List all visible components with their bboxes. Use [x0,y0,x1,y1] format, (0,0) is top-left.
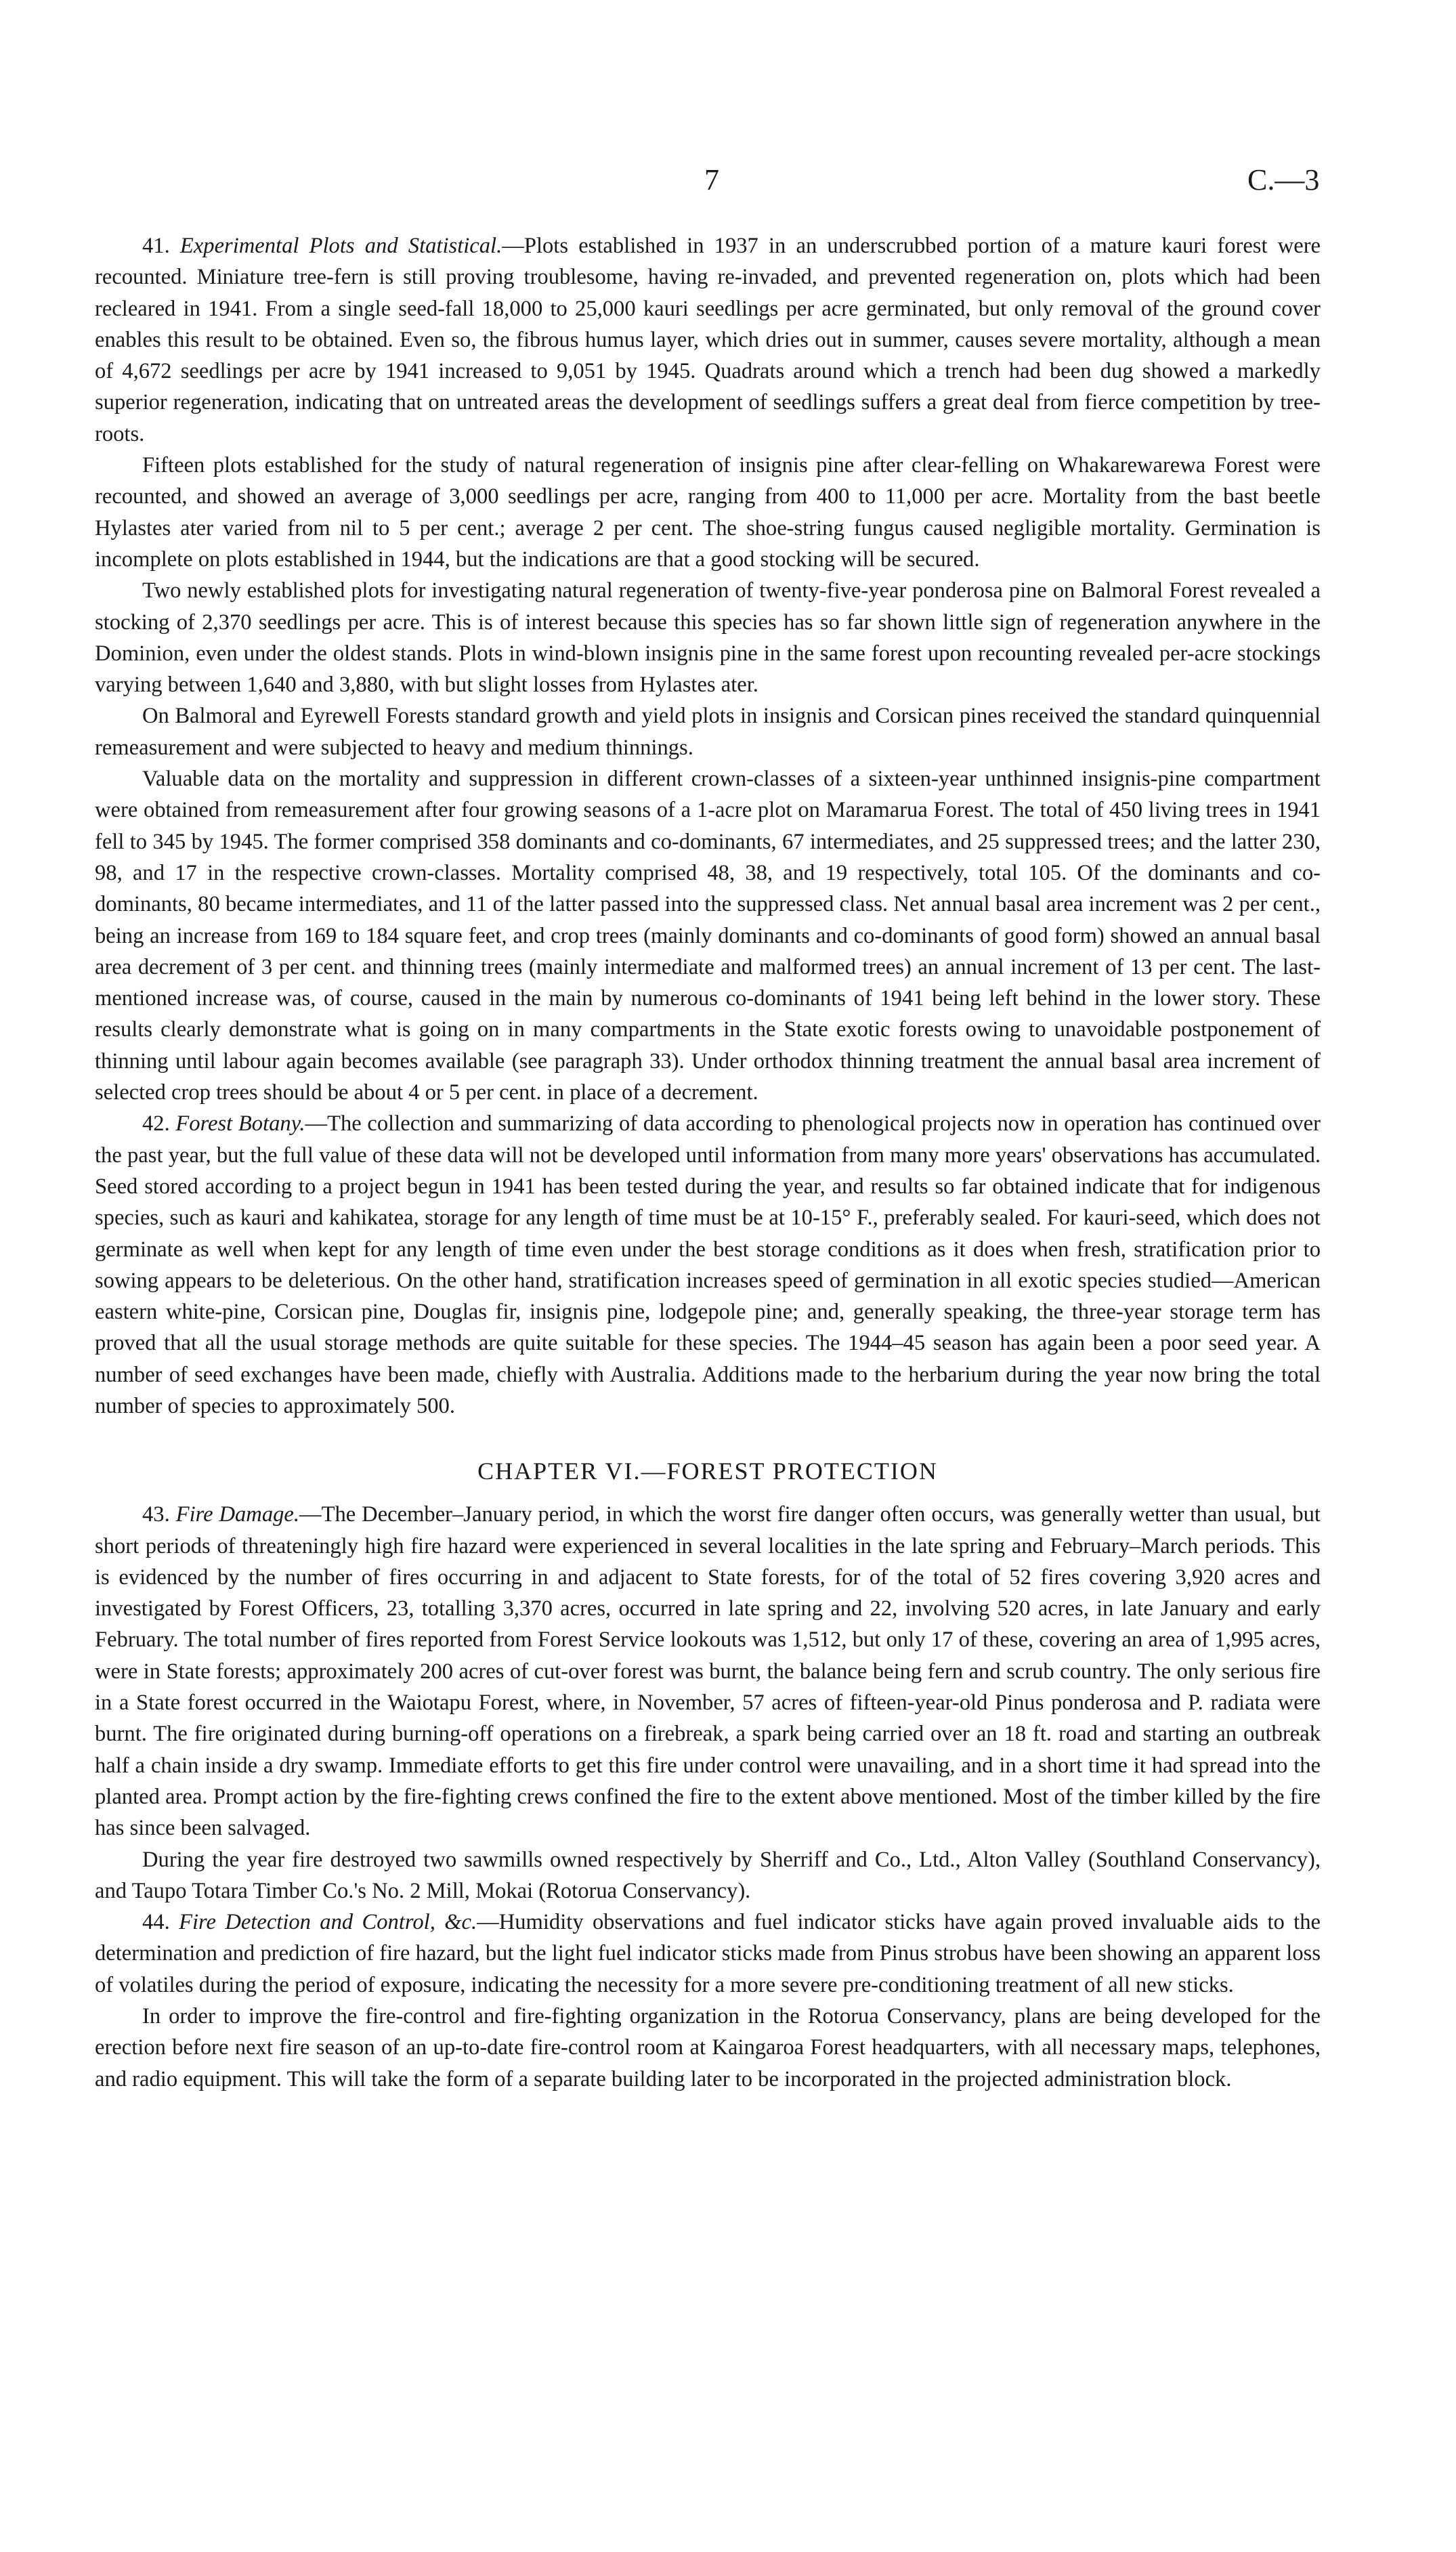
paragraph-number: 44. [142,1910,170,1935]
paragraph-heading: Fire Damage. [175,1502,300,1527]
paragraph-41-ponderosa: Two newly established plots for investigating natural regeneration of twenty-five-year ponderosa pine on Balmoral Forest revealed a stocking of 2,370 seedlings per acre. This is of interest because this species has so far shown little sign of regeneration anywhere in the Dominion, even under the oldest stands. Plots in wind-blown insignis pine in the same forest upon recounting revealed per-acre stockings varying between 1,640 and 3,880, with but slight losses from Hylastes ater. [95,578,1321,698]
paragraph-41-balmoral-eyrewell: On Balmoral and Eyrewell Forests standard growth and yield plots in insignis and Corsican pines received the standard quinquennial remeasurement and were subjected to heavy and medium thinnings. [95,704,1321,760]
paragraph-41-maramarua: Valuable data on the mortality and suppression in different crown-classes of a sixteen-year unthinned insignis-pine compartment were obtained from remeasurement after four growing seasons of a 1-acre plot on Maramarua Forest. The total of 450 living trees in 1941 fell to 345 by 1945. The former comprised 358 dominants and co-dominants, 67 intermediates, and 25 suppressed trees; and the latter 230, 98, and 17 in the respective crown-classes. Mortality comprised 48, 38, and 19 respectively, total 105. Of the dominants and co-dominants, 80 became intermediates, and 11 of the latter passed into the suppressed class. Net annual basal area increment was 2 per cent., being an increase from 169 to 184 square feet, and crop trees (mainly dominants and co-dominants of good form) showed an annual basal area decrement of 3 per cent. and thinning trees (mainly intermediate and malformed trees) an annual increment of 13 per cent. The last-mentioned increase was, of course, caused in the main by numerous co-dominants of 1941 being left behind in the lower story. These results clearly demonstrate what is going on in many compartments in the State exotic forests owing to unavoidable postponement of thinning until labour again becomes available (see paragraph 33). Under orthodox thinning treatment the annual basal area increment of selected crop trees should be about 4 or 5 per cent. in place of a decrement. [95,767,1321,1105]
paragraph-text: —Plots established in 1937 in an underscrubbed portion of a mature kauri forest were recounted. Miniature tree-fern is still proving troublesome, having re-invaded, and prevented regeneration on, plots which had been recleared in 1941. From a single seed-fall 18,000 to 25,000 kauri seedlings per acre germinated, but only removal of the ground cover enables this result to be obtained. Even so, the fibrous humus layer, which dries out in summer, causes severe mortality, although a mean of 4,672 seedlings per acre by 1941 increased to 9,051 by 1945. Quadrats around which a trench had been dug showed a markedly superior regeneration, indicating that on untreated areas the development of seedlings suffers a great deal from fierce competition by tree-roots. [95,234,1321,446]
paragraph-41 [95,230,1321,450]
paragraph-heading: Experimental Plots and Statistical. [179,234,502,258]
paragraph-text: —The December–January period, in which the worst fire danger often occurs, was generally wetter than usual, but short periods of threateningly high fire hazard were experienced in several localities in the late spring and February–March periods. This is evidenced by the number of fires occurring in and adjacent to State forests, for of the total of 52 fires covering 3,920 acres and investigated by Forest Officers, 23, totalling 3,370 acres, occurred in late spring and 22, involving 520 acres, in late January and early February. The total number of fires reported from Forest Service lookouts was 1,512, but only 17 of these, covering an area of 1,995 acres, were in State forests; approximately 200 acres of cut-over forest was burnt, the balance being fern and scrub country. The only serious fire in a State forest occurred in the Waiotapu Forest, where, in November, 57 acres of fifteen-year-old Pinus ponderosa and P. radiata were burnt. The fire originated during burning-off operations on a firebreak, a spark being carried over an 18 ft. road and starting an outbreak half a chain inside a dry swamp. Immediate efforts to get this fire under control were unavailing, and in a short time it had spread into the planted area. Prompt action by the fire-fighting crews confined the fire to the extent above mentioned. Most of the timber killed by the fire has since been salvaged. [95,1502,1321,1841]
page-number: 7 [704,163,719,196]
paragraph-number: 41. [142,234,170,258]
paragraph-44-rotorua: In order to improve the fire-control and fire-fighting organization in the Rotorua Conservancy, plans are being developed for the erection before next fire season of an up-to-date fire-control room at Kaingaroa Forest headquarters, with all necessary maps, telephones, and radio equipment. This will take the form of a separate building later to be incorporated in the projected administration block. [95,2004,1321,2091]
paragraph-43-sawmills: During the year fire destroyed two sawmills owned respectively by Sherriff and Co., Ltd., Alton Valley (Southland Conservancy), and Taupo Totara Timber Co.'s No. 2 Mill, Mokai (Rotorua Conservancy). [95,1847,1321,1903]
paragraph-text: —The collection and summarizing of data according to phenological projects now in operation has continued over the past year, but the full value of these data will not be developed until information from many more years' observations has accumulated. Seed stored according to a project begun in 1941 has been tested during the year, and results so far obtained indicate that for indigenous species, such as kauri and kahikatea, storage for any length of time must be at 10-15° F., preferably sealed. For kauri-seed, which does not germinate as well when kept for any length of time even under the best storage conditions as it does when fresh, stratification prior to sowing appears to be deleterious. On the other hand, stratification increases speed of germination in all exotic species studied—American eastern white-pine, Corsican pine, Douglas fir, insignis pine, lodgepole pine; and, generally speaking, the three-year storage term has proved that all the usual storage methods are quite suitable for these species. The 1944–45 season has again been a poor seed year. A number of seed exchanges have been made, chiefly with Australia. Additions made to the herbarium during the year now bring the total number of species to approximately 500. [95,1111,1321,1418]
paragraph-42 [95,1108,1321,1422]
paragraph-heading: Fire Detection and Control, &c. [179,1910,477,1935]
paragraph-number: 42. [142,1111,170,1136]
paragraph-41-fifteen-plots: Fifteen plots established for the study of natural regeneration of insignis pine after clear-felling on Whakarewarewa Forest were recounted, and showed an average of 3,000 seedlings per acre, ranging from 400 to 11,000 per acre. Mortality from the bast beetle Hylastes ater varied from nil to 5 per cent.; average 2 per cent. The shoe-string fungus caused negligible mortality. Germination is incomplete on plots established in 1944, but the indications are that a good stocking will be secured. [95,453,1321,572]
paragraph-heading: Forest Botany. [175,1111,305,1136]
document-code: C.—3 [1247,163,1320,196]
paragraph-44 [95,1907,1321,2001]
document-body [95,230,1321,2095]
paragraph-text: —Humidity observations and fuel indicator sticks have again proved invaluable aids to the determination and prediction of fire hazard, but the light fuel indicator sticks made from Pinus strobus have been showing an apparent loss of volatiles during the period of exposure, indicating the necessity for a more severe pre-conditioning treatment of all new sticks. [95,1910,1321,1997]
chapter-heading: CHAPTER VI.—FOREST PROTECTION [477,1458,938,1485]
paragraph-number: 43. [142,1502,170,1527]
paragraph-43 [95,1499,1321,1844]
page-header [0,163,1456,203]
